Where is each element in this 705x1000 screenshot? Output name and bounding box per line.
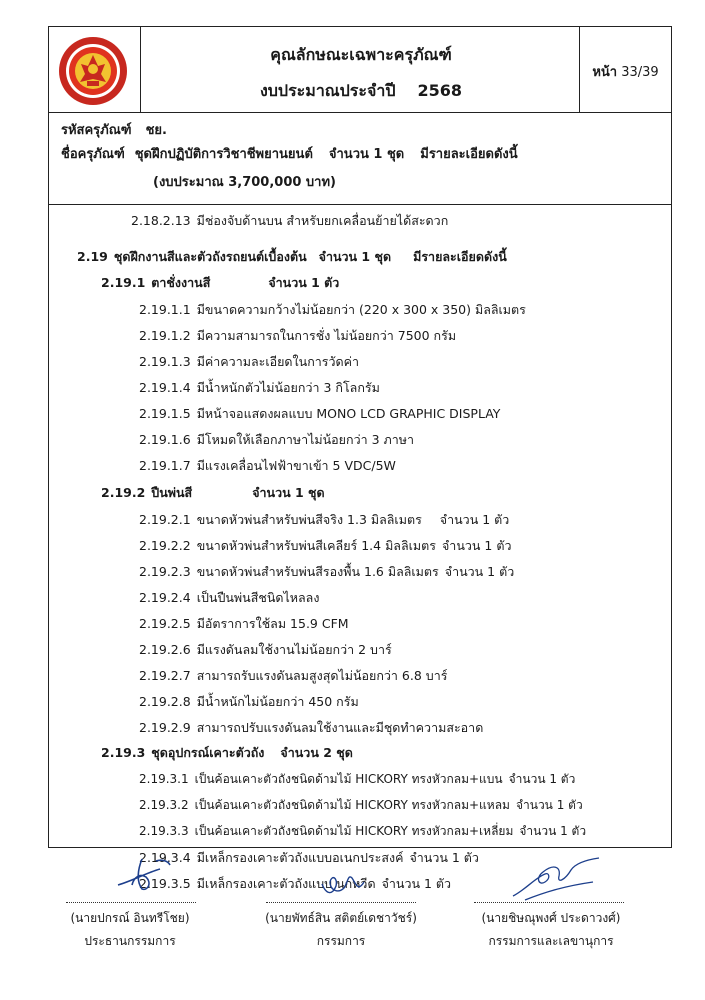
list-item (139, 510, 509, 530)
page-number-cell (579, 27, 671, 113)
item-quantity: จำนวน 1 ตัว (441, 538, 512, 553)
subsection-heading (101, 743, 353, 763)
item-number: 2.19.1.3 (139, 354, 191, 369)
item-text: มีอัตราการใช้ลม 15.9 CFM (196, 616, 349, 631)
list-item (139, 456, 396, 476)
item-number: 2.19.2.9 (139, 720, 191, 735)
list-item (139, 796, 583, 815)
signer-role: กรรมการ (316, 934, 366, 948)
equipment-name-line (61, 143, 518, 164)
item-text: ปืนพ่นสี (151, 485, 193, 500)
item-number: 2.19.2.7 (139, 668, 191, 683)
header-row (49, 27, 671, 113)
item-quantity: จำนวน 1 ตัว (439, 512, 510, 527)
item-number: 2.19.2.3 (139, 564, 191, 579)
item-quantity: จำนวน 1 ตัว (519, 824, 587, 838)
item-number: 2.19 (77, 249, 108, 264)
signer-name: (นายชิษณุพงศ์ ประดาวงศ์) (481, 911, 621, 925)
page-value: 33/39 (621, 65, 659, 80)
equipment-quantity: จำนวน 1 ชุด (328, 147, 405, 162)
list-item (139, 770, 575, 789)
fiscal-year: 2568 (417, 81, 463, 100)
item-text: มีช่องจับด้านบน สำหรับยกเคลื่อนย้ายได้สะดวก (196, 213, 449, 228)
equipment-code-value: ชย. (145, 123, 167, 138)
vocational-education-seal-logo (58, 36, 128, 106)
item-text: ตาชั่งงานสี (151, 275, 211, 290)
item-text: มีเหล็กรองเคาะตัวถังแบบ นกหวีด (196, 876, 376, 891)
item-text: มีค่าความละเอียดในการวัดค่า (196, 354, 360, 369)
list-item (139, 352, 359, 372)
page-number (580, 61, 671, 82)
item-number: 2.19.3.3 (139, 824, 189, 838)
item-number: 2.19.3.2 (139, 798, 189, 812)
spec-frame (48, 26, 672, 891)
list-item (139, 300, 526, 320)
item-number: 2.19.2.1 (139, 512, 191, 527)
signature-block-chairman (40, 909, 220, 951)
list-item (139, 614, 349, 634)
item-text: ชุดอุปกรณ์เคาะตัวถัง (151, 745, 265, 760)
item-text: ขนาดหัวพ่นสำหรับพ่นสีเคลียร์ 1.4 มิลลิเมตร (196, 538, 436, 553)
budget-year-label: งบประมาณประจำปี (259, 81, 396, 100)
item-text: สามารถรับแรงดันลมสูงสุดไม่น้อยกว่า 6.8 บาร์ (196, 668, 448, 683)
subsection-heading (101, 273, 339, 293)
document-title: คุณลักษณะเฉพาะครุภัณฑ์ (270, 45, 452, 64)
signature-chairman (112, 855, 182, 895)
list-item (139, 378, 380, 398)
equipment-info (49, 113, 671, 205)
signature-line (66, 902, 196, 903)
item-number: 2.19.1.2 (139, 328, 191, 343)
list-item (139, 874, 451, 894)
item-number: 2.19.2.4 (139, 590, 191, 605)
list-item (139, 822, 586, 841)
item-quantity: จำนวน 1 ชุด (252, 485, 325, 500)
signer-name: (นายปกรณ์ อินทรีโชย) (70, 911, 190, 925)
list-item (139, 562, 514, 582)
item-text: มีโหมดให้เลือกภาษาไม่น้อยกว่า 3 ภาษา (196, 432, 415, 447)
item-quantity: จำนวน 1 ตัว (444, 564, 515, 579)
list-item (139, 404, 500, 424)
item-number: 2.19.2.2 (139, 538, 191, 553)
equipment-name-label: ชื่อครุภัณฑ์ (61, 147, 125, 162)
page-label: หน้า (592, 65, 618, 80)
signature-line (266, 902, 416, 903)
item-number: 2.19.1.4 (139, 380, 191, 395)
item-text: เป็นค้อนเคาะตัวถังชนิดด้ามไม้ HICKORY ทรงหัวกลม+แหลม (194, 798, 510, 812)
list-item (139, 430, 414, 450)
signer-role: ประธานกรรมการ (84, 934, 176, 948)
item-quantity: จำนวน 1 ตัว (508, 772, 576, 786)
item-number: 2.19.2.5 (139, 616, 191, 631)
item-text: สามารถปรับแรงดันลมใช้งานและมีชุดทำความสะอาด (196, 720, 484, 735)
item-text: เป็นค้อนเคาะตัวถังชนิดด้ามไม้ HICKORY ทรงหัวกลม+แบน (194, 772, 503, 786)
list-item (139, 536, 511, 556)
item-quantity: จำนวน 1 ตัว (268, 275, 340, 290)
item-number: 2.19.1.7 (139, 458, 191, 473)
item-text: ขนาดหัวพ่นสำหรับพ่นสีรองพื้น 1.6 มิลลิเมตร (196, 564, 439, 579)
budget-year-title (141, 79, 581, 104)
item-text: มีแรงดันลมใช้งานไม่น้อยกว่า 2 บาร์ (196, 642, 392, 657)
list-item (139, 848, 479, 868)
list-item (131, 211, 448, 231)
signature-block-member (246, 909, 436, 951)
equipment-code-label: รหัสครุภัณฑ์ (61, 123, 132, 138)
item-text: ขนาดหัวพ่นสำหรับพ่นสีจริง 1.3 มิลลิเมตร (196, 512, 422, 527)
signature-committee-member (318, 864, 368, 904)
list-item (139, 640, 392, 660)
section-heading (77, 247, 507, 267)
item-quantity: จำนวน 1 ตัว (381, 876, 452, 891)
item-text: มีความสามารถในการชั่ง ไม่น้อยกว่า 7500 กรัม (196, 328, 457, 343)
item-text: มีเหล็กรองเคาะตัวถังแบบอเนกประสงค์ (196, 850, 404, 865)
signature-secretary (505, 856, 605, 906)
list-item (139, 588, 319, 608)
signer-role: กรรมการและเลขานุการ (488, 934, 614, 948)
signer-name: (นายพัทธ์สิน สติตย์เดชาวัชร์) (265, 911, 417, 925)
item-quantity: จำนวน 2 ชุด (280, 745, 353, 760)
item-number: 2.19.2.6 (139, 642, 191, 657)
equipment-name-value: ชุดฝึกปฏิบัติการวิชาชีพยานยนต์ (134, 147, 313, 162)
item-quantity: จำนวน 1 ตัว (409, 850, 479, 865)
item-note: มีรายละเอียดดังนี้ (413, 249, 507, 264)
item-number: 2.19.3.5 (139, 876, 191, 891)
item-text: มีหน้าจอแสดงผลแบบ MONO LCD GRAPHIC DISPLAY (196, 406, 501, 421)
item-text: มีแรงเคลื่อนไฟฟ้าขาเข้า 5 VDC/5W (196, 458, 396, 473)
item-number: 2.18.2.13 (131, 213, 191, 228)
item-number: 2.19.1.1 (139, 302, 191, 317)
item-text: มีน้ำหนักตัวไม่น้อยกว่า 3 กิโลกรัม (196, 380, 380, 395)
item-number: 2.19.1 (101, 275, 146, 290)
item-number: 2.19.2 (101, 485, 146, 500)
item-text: เป็นค้อนเคาะตัวถังชนิดด้ามไม้ HICKORY ทรงหัวกลม+เหลี่ยม (194, 824, 514, 838)
subsection-heading (101, 483, 325, 503)
list-item (139, 692, 359, 712)
item-number: 2.19.3.1 (139, 772, 189, 786)
signature-block-secretary (456, 909, 646, 951)
equipment-detail-note: มีรายละเอียดดังนี้ (420, 147, 518, 162)
list-item (139, 718, 483, 738)
signature-line (474, 902, 624, 903)
item-number: 2.19.3 (101, 745, 146, 760)
item-number: 2.19.1.5 (139, 406, 191, 421)
item-number: 2.19.3.4 (139, 850, 191, 865)
list-item (139, 666, 447, 686)
item-quantity: จำนวน 1 ตัว (515, 798, 583, 812)
list-item (139, 326, 456, 346)
title-cell (141, 27, 581, 113)
item-text: มีน้ำหนักไม่น้อยกว่า 450 กรัม (196, 694, 359, 709)
item-text: เป็นปืนพ่นสีชนิดไหลลง (196, 590, 320, 605)
item-quantity: จำนวน 1 ชุด (318, 249, 392, 264)
equipment-budget: (งบประมาณ 3,700,000 บาท) (153, 175, 336, 190)
item-number: 2.19.1.6 (139, 432, 191, 447)
item-text: ชุดฝึกงานสีและตัวถังรถยนต์เบื้องต้น (113, 249, 307, 264)
logo-cell (49, 27, 141, 113)
item-text: มีขนาดความกว้างไม่น้อยกว่า (220 x 300 x 350) มิลลิเมตร (196, 302, 526, 317)
item-number: 2.19.2.8 (139, 694, 191, 709)
equipment-code-line (61, 119, 167, 140)
